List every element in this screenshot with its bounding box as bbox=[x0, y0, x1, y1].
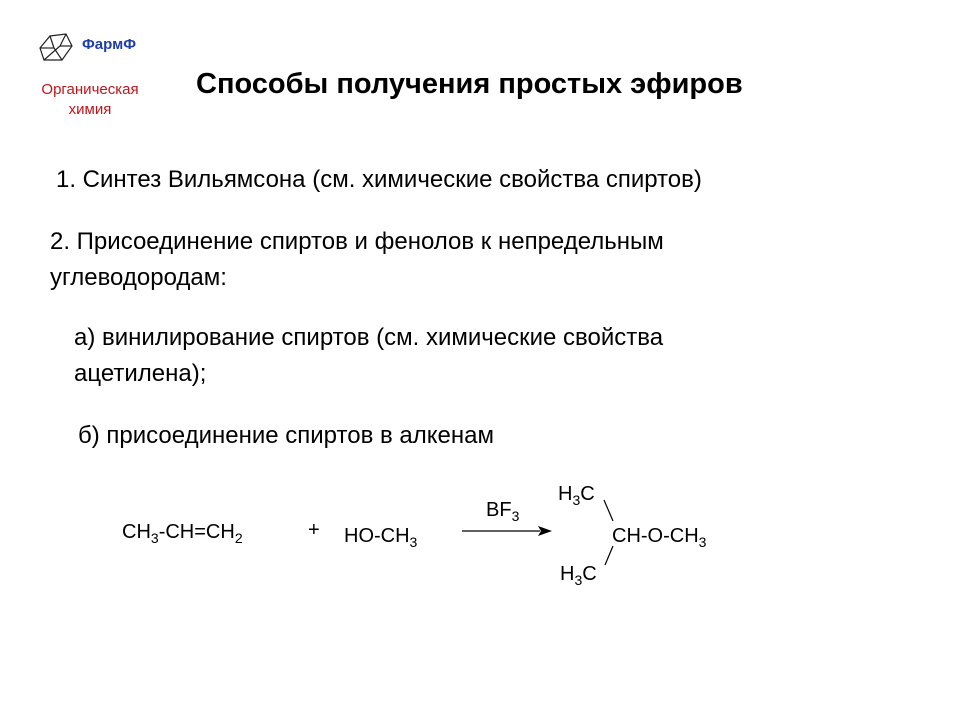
product-bottom-sub: 3 bbox=[574, 572, 583, 588]
list-item-addition-line2: углеводородам: bbox=[50, 264, 227, 291]
reactant-propene-part2: -CH=CH bbox=[158, 521, 235, 543]
bond-top bbox=[604, 500, 613, 521]
product-center-part: CH-O-CH bbox=[612, 525, 699, 547]
product-bottom-h: H bbox=[560, 563, 575, 585]
reactant-propene-part1: CH bbox=[122, 521, 151, 543]
product-top-h: H bbox=[558, 483, 573, 505]
list-item-williamson: 1. Синтез Вильямсона (см. химические свойства спиртов) bbox=[56, 166, 702, 193]
reactant-methanol-part1: HO-CH bbox=[344, 525, 410, 547]
product-top-c: C bbox=[580, 483, 595, 505]
sub-item-vinylation-line2: ацетилена); bbox=[74, 360, 207, 387]
product-bottom-methyl bbox=[560, 562, 597, 586]
product-center-sub: 3 bbox=[698, 534, 707, 550]
catalyst-part: BF bbox=[486, 499, 512, 521]
reactant-propene-sub2: 2 bbox=[234, 530, 243, 546]
logo-subtitle-line1: Органическая bbox=[41, 81, 139, 98]
catalyst-sub: 3 bbox=[511, 508, 520, 524]
product-top-sub: 3 bbox=[572, 492, 581, 508]
logo-brand: ФармФ bbox=[82, 36, 137, 53]
product-bottom-c: C bbox=[582, 563, 597, 585]
sub-item-vinylation-line1: а) винилирование спиртов (см. химические свойства bbox=[74, 324, 664, 351]
reactant-methanol-sub: 3 bbox=[409, 534, 418, 550]
plus-sign: + bbox=[308, 519, 320, 541]
list-item-addition-line1: 2. Присоединение спиртов и фенолов к непредельным bbox=[50, 228, 664, 255]
bond-bottom bbox=[605, 546, 613, 565]
product-center bbox=[612, 524, 706, 548]
sub-item-alkenes: б) присоединение спиртов в алкенам bbox=[78, 422, 494, 449]
reactant-propene-sub1: 3 bbox=[150, 530, 159, 546]
logo-subtitle-line2: химия bbox=[68, 101, 112, 118]
product-top-methyl bbox=[558, 482, 595, 506]
page-title: Способы получения простых эфиров bbox=[196, 68, 743, 100]
